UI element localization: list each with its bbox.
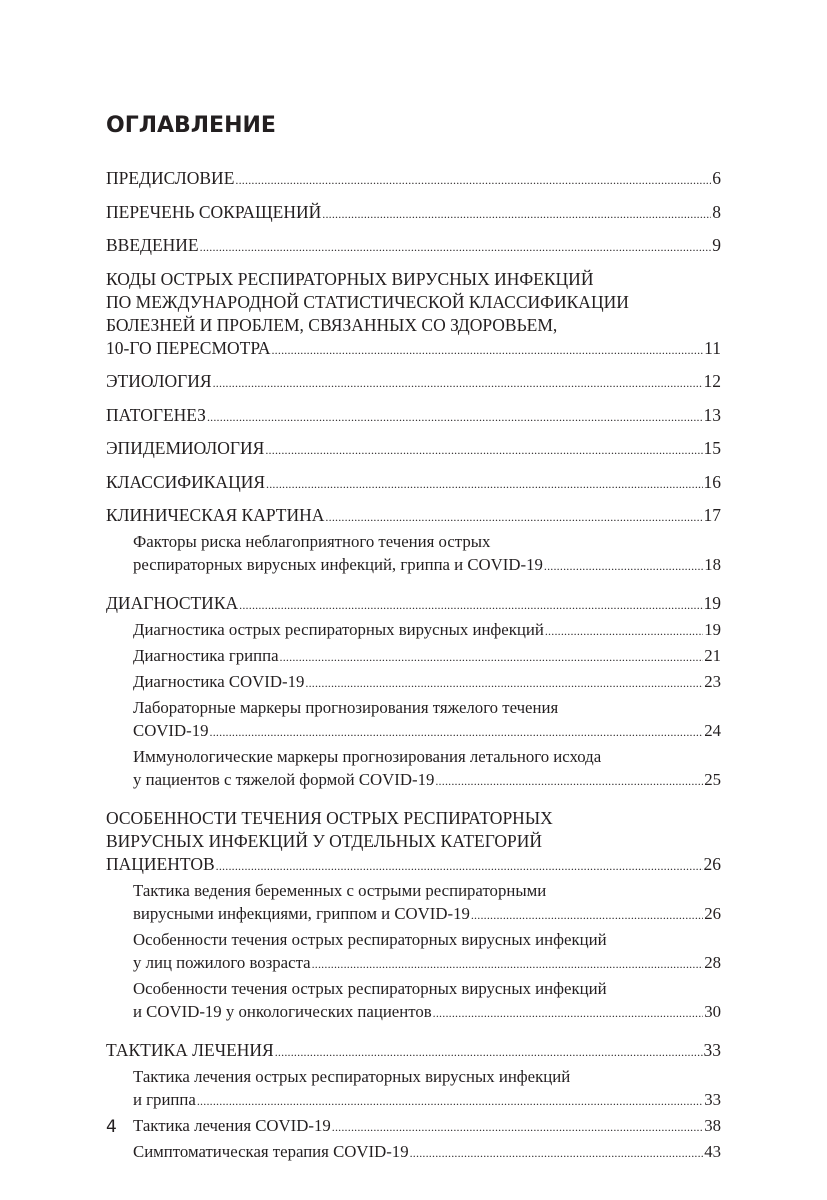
toc-entry-line — [133, 928, 721, 951]
toc-entry-line — [106, 404, 721, 429]
toc-subentry[interactable] — [106, 644, 721, 669]
dot-leader — [266, 473, 702, 496]
toc-page-number: 33 — [703, 1040, 721, 1060]
toc-entry-line — [106, 234, 721, 259]
toc-entry-line — [133, 670, 721, 695]
toc-entry-line — [133, 1065, 721, 1088]
toc-entry-line — [106, 201, 721, 226]
toc-entry-title: ПАЦИЕНТОВ — [106, 854, 215, 874]
toc-page-number: 33 — [704, 1090, 721, 1109]
toc-entry-title: КЛАССИФИКАЦИЯ — [106, 471, 266, 492]
dot-leader — [280, 646, 704, 669]
toc-entry-line — [106, 830, 721, 853]
toc-entry-title: и COVID-19 у онкологических пациентов — [133, 1002, 432, 1021]
toc-entry-line — [106, 167, 721, 192]
toc-entry-line — [106, 268, 721, 291]
toc-entry-title: COVID-19 — [133, 721, 209, 740]
toc-page-number: 24 — [704, 721, 721, 740]
dot-leader — [271, 339, 703, 362]
toc-entry[interactable] — [106, 370, 721, 395]
toc-entry-title: ПО МЕЖДУНАРОДНОЙ СТАТИСТИЧЕСКОЙ КЛАССИФИКАЦИИ — [106, 291, 629, 312]
toc-entry-line — [106, 1039, 721, 1064]
toc-entry-title: Тактика лечения острых респираторных вирусных инфекций — [133, 1067, 571, 1086]
toc-entry-title: Факторы риска неблагоприятного течения острых — [133, 532, 491, 551]
toc-entry-title: КОДЫ ОСТРЫХ РЕСПИРАТОРНЫХ ВИРУСНЫХ ИНФЕКЦИЙ — [106, 268, 594, 289]
toc-entry-title: ЭПИДЕМИОЛОГИЯ — [106, 438, 265, 458]
dot-leader — [197, 1090, 703, 1113]
toc-entry-line — [133, 719, 721, 744]
toc-entry-title: ТАКТИКА ЛЕЧЕНИЯ — [106, 1040, 274, 1060]
toc-entry-title: ОСОБЕННОСТИ ТЕЧЕНИЯ ОСТРЫХ РЕСПИРАТОРНЫХ — [106, 808, 553, 828]
toc-entry-line — [106, 314, 721, 337]
toc-entry-title: Тактика ведения беременных с острыми респираторными — [133, 881, 547, 900]
dot-leader — [544, 555, 703, 578]
toc-entry-title: ПРЕДИСЛОВИЕ — [106, 168, 235, 188]
dot-leader — [410, 1142, 704, 1165]
toc-entry-line — [133, 1140, 721, 1165]
toc-entry-title: ПЕРЕЧЕНЬ СОКРАЩЕНИЙ — [106, 201, 322, 222]
dot-leader — [325, 506, 702, 529]
dot-leader — [433, 1002, 704, 1025]
toc-subentry[interactable] — [106, 530, 721, 578]
toc-entry-line — [133, 745, 721, 768]
toc-page-number: 6 — [712, 168, 721, 188]
dot-leader — [305, 672, 703, 695]
dot-leader — [200, 236, 712, 259]
toc-page-number: 21 — [704, 646, 721, 665]
toc-subentry[interactable] — [106, 1114, 721, 1139]
toc-entry-line — [106, 504, 721, 529]
toc-entry-line — [133, 902, 721, 927]
toc-entry-line — [133, 696, 721, 719]
toc-entry-title: Лабораторные маркеры прогнозирования тяжелого течения — [133, 698, 559, 717]
toc-entry-line — [133, 553, 721, 578]
toc-entry-title: ПАТОГЕНЕЗ — [106, 404, 206, 425]
table-of-contents — [106, 167, 721, 1165]
toc-page-number: 16 — [703, 471, 721, 492]
toc-entry-title: БОЛЕЗНЕЙ И ПРОБЛЕМ, СВЯЗАННЫХ СО ЗДОРОВЬЕМ, — [106, 314, 558, 335]
toc-page-number: 43 — [704, 1142, 721, 1161]
toc-page-number: 11 — [704, 337, 721, 358]
toc-page-number: 12 — [703, 371, 721, 391]
dot-leader — [322, 203, 711, 226]
toc-entry-title: Иммунологические маркеры прогнозирования летального исхода — [133, 747, 602, 766]
toc-page-number: 9 — [712, 235, 721, 255]
toc-entry-title: Диагностика COVID-19 — [133, 672, 305, 691]
toc-entry-line — [133, 618, 721, 643]
dot-leader — [471, 904, 703, 927]
dot-leader — [239, 594, 702, 617]
toc-entry[interactable] — [106, 404, 721, 429]
dot-leader — [312, 953, 704, 976]
toc-page-number: 18 — [704, 555, 721, 574]
toc-entry-title: и гриппа — [133, 1090, 196, 1109]
toc-entry-title: Диагностика гриппа — [133, 646, 279, 665]
toc-entry-title: КЛИНИЧЕСКАЯ КАРТИНА — [106, 505, 325, 525]
toc-entry[interactable] — [106, 471, 721, 496]
dot-leader — [435, 770, 703, 793]
toc-entry-line — [106, 291, 721, 314]
toc-entry-title: Симптоматическая терапия COVID-19 — [133, 1142, 409, 1161]
toc-entry-title: у лиц пожилого возраста — [133, 953, 311, 972]
toc-page-number: 28 — [704, 953, 721, 972]
toc-subentry[interactable] — [106, 618, 721, 643]
toc-entry-line — [106, 337, 721, 362]
toc-entry-title: ДИАГНОСТИКА — [106, 593, 239, 613]
toc-entry[interactable] — [106, 807, 721, 878]
toc-page-number: 26 — [704, 904, 721, 923]
toc-entry-line — [133, 1000, 721, 1025]
dot-leader — [265, 439, 702, 462]
toc-subentry[interactable] — [106, 928, 721, 976]
toc-entry[interactable] — [106, 201, 721, 226]
toc-entry-line — [133, 530, 721, 553]
toc-entry-line — [133, 1088, 721, 1113]
toc-entry-title: Особенности течения острых респираторных вирусных инфекций — [133, 979, 607, 998]
toc-entry-title: ВИРУСНЫХ ИНФЕКЦИЙ У ОТДЕЛЬНЫХ КАТЕГОРИЙ — [106, 831, 543, 851]
dot-leader — [545, 620, 703, 643]
toc-page-number: 25 — [704, 770, 721, 789]
toc-entry[interactable] — [106, 268, 721, 362]
toc-entry-title: у пациентов с тяжелой формой COVID-19 — [133, 770, 435, 789]
toc-page-number: 19 — [703, 593, 721, 613]
toc-entry-line — [106, 437, 721, 462]
toc-entry-line — [133, 977, 721, 1000]
toc-subentry[interactable] — [106, 696, 721, 744]
toc-page-number: 19 — [704, 620, 721, 639]
toc-entry[interactable] — [106, 592, 721, 617]
toc-entry[interactable] — [106, 1039, 721, 1064]
toc-entry[interactable] — [106, 234, 721, 259]
toc-page-number: 8 — [712, 201, 721, 222]
toc-entry-line — [106, 853, 721, 878]
page-number: 4 — [106, 1117, 117, 1137]
toc-entry-title: вирусными инфекциями, гриппом и COVID-19 — [133, 904, 470, 923]
toc-entry-line — [133, 879, 721, 902]
toc-entry-line — [106, 471, 721, 496]
toc-page-number: 38 — [704, 1116, 721, 1135]
toc-entry-title: 10-ГО ПЕРЕСМОТРА — [106, 337, 271, 358]
toc-page-number: 15 — [703, 438, 721, 458]
toc-entry[interactable] — [106, 437, 721, 462]
toc-entry-line — [133, 768, 721, 793]
dot-leader — [332, 1116, 703, 1139]
dot-leader — [275, 1041, 703, 1064]
toc-subentry[interactable] — [106, 1140, 721, 1165]
toc-entry-title: респираторных вирусных инфекций, гриппа и COVID-19 — [133, 555, 543, 574]
toc-page-number: 17 — [703, 505, 721, 525]
dot-leader — [210, 721, 704, 744]
toc-subentry[interactable] — [106, 879, 721, 927]
toc-subentry[interactable] — [106, 1065, 721, 1113]
toc-entry[interactable] — [106, 504, 721, 529]
toc-subentry[interactable] — [106, 745, 721, 793]
toc-entry-line — [106, 592, 721, 617]
toc-entry[interactable] — [106, 167, 721, 192]
toc-entry-line — [133, 951, 721, 976]
dot-leader — [216, 855, 703, 878]
toc-page-number: 26 — [703, 854, 721, 874]
dot-leader — [235, 169, 711, 192]
dot-leader — [207, 406, 703, 429]
toc-subentry[interactable] — [106, 670, 721, 695]
toc-page-number: 23 — [704, 672, 721, 691]
toc-entry-title: Диагностика острых респираторных вирусных инфекций — [133, 620, 544, 639]
toc-entry-line — [106, 807, 721, 830]
toc-entry-line — [133, 644, 721, 669]
toc-entry-title: ВВЕДЕНИЕ — [106, 235, 199, 255]
toc-entry-title: Тактика лечения COVID-19 — [133, 1116, 331, 1135]
toc-page-number: 30 — [704, 1002, 721, 1021]
toc-entry-title: Особенности течения острых респираторных вирусных инфекций — [133, 930, 607, 949]
toc-entry-line — [106, 370, 721, 395]
page-title: ОГЛАВЛЕНИЕ — [106, 113, 276, 138]
dot-leader — [213, 372, 703, 395]
toc-entry-title: ЭТИОЛОГИЯ — [106, 371, 212, 391]
toc-entry-line — [133, 1114, 721, 1139]
toc-page-number: 13 — [703, 404, 721, 425]
toc-subentry[interactable] — [106, 977, 721, 1025]
